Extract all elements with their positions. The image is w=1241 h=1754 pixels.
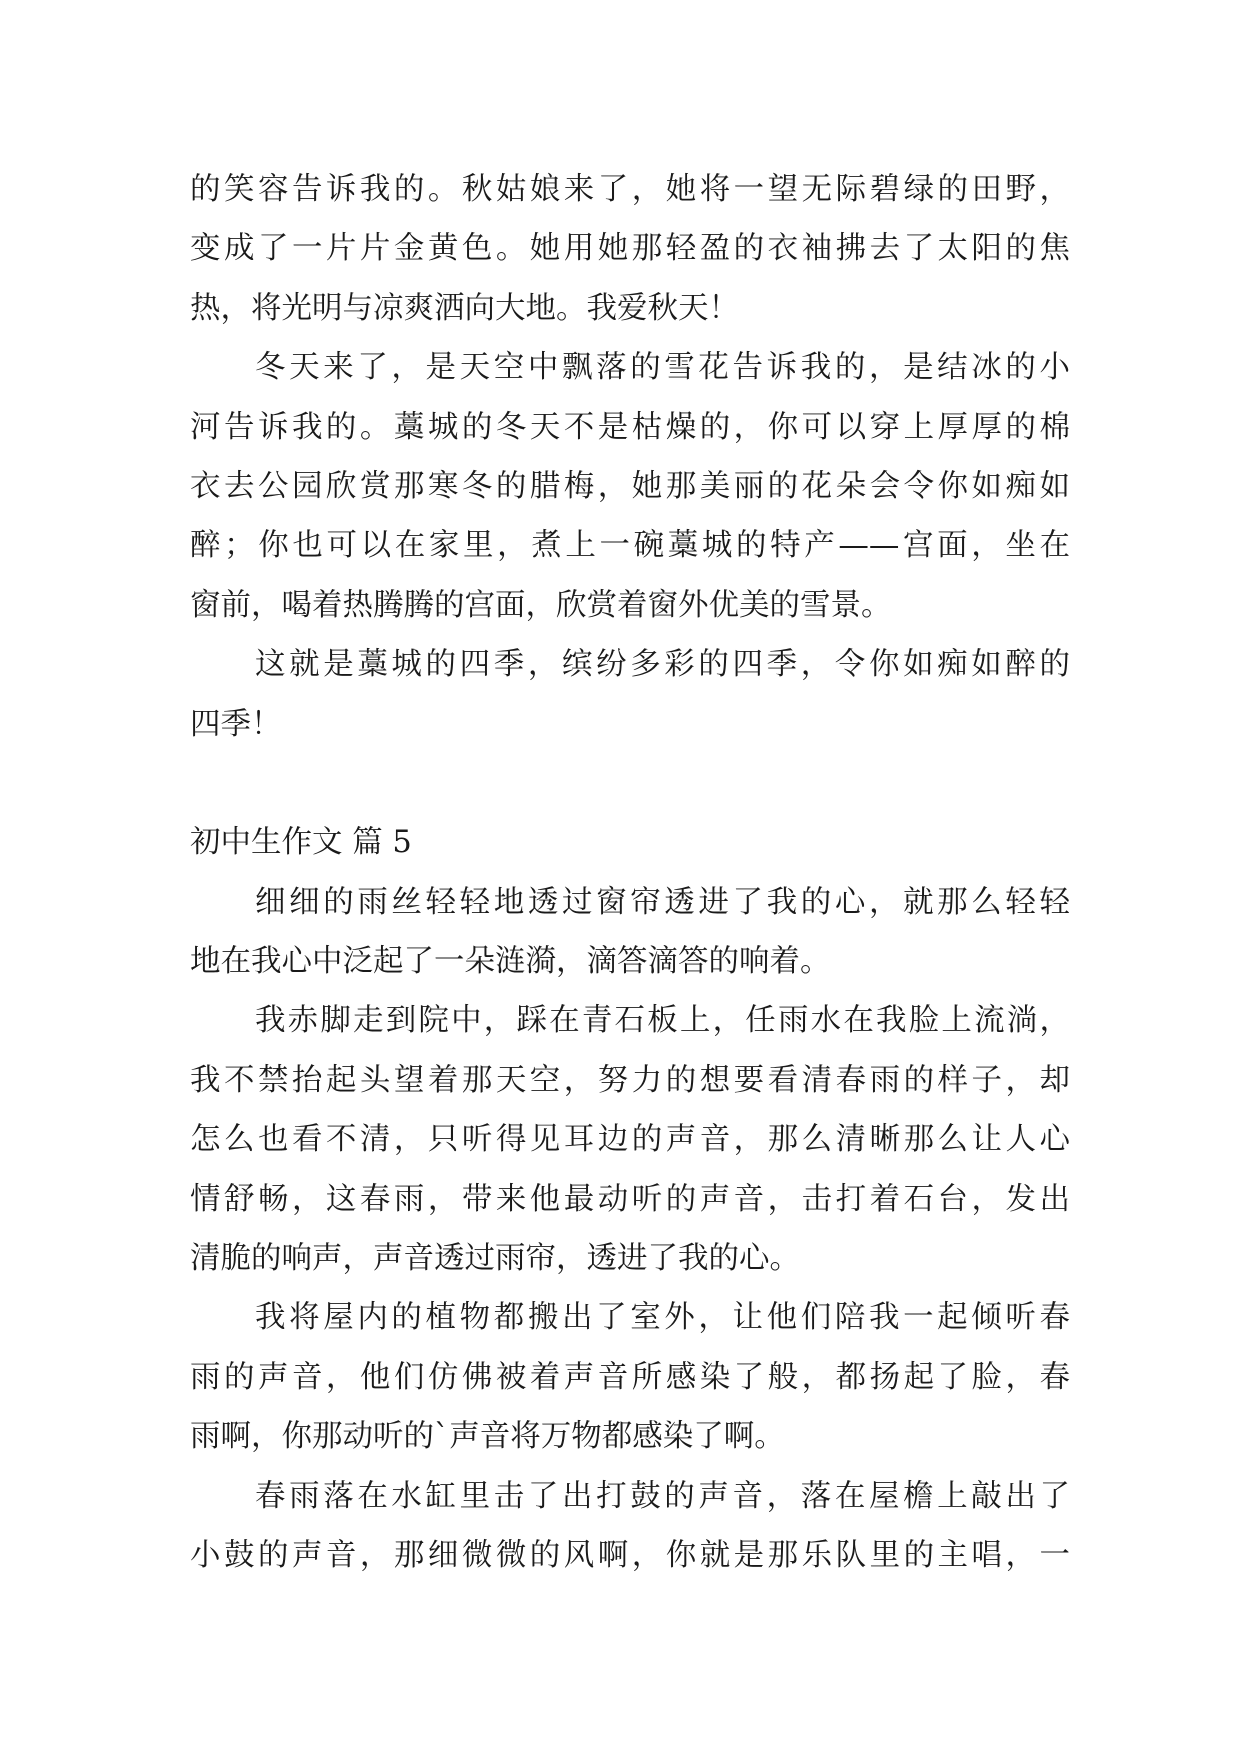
text-line: 地在我心中泛起了一朵涟漪，滴答滴答的响着。 — [190, 944, 831, 980]
paragraph-barefoot-courtyard — [190, 991, 1070, 1288]
text-line: 热，将光明与凉爽洒向大地。我爱秋天！ — [190, 290, 739, 326]
paragraph-plants — [190, 1288, 1070, 1466]
text-line: 河告诉我的。藁城的冬天不是枯燥的，你可以穿上厚厚的棉 — [190, 409, 1070, 445]
text-line: 情舒畅，这春雨，带来他最动听的声音，击打着石台，发出 — [190, 1181, 1070, 1217]
text-line: 小鼓的声音，那细微微的风啊，你就是那乐队里的主唱，一 — [190, 1537, 1070, 1573]
essay-text — [190, 160, 1070, 1585]
text-line: 雨的声音，他们仿佛被着声音所感染了般，都扬起了脸，春 — [190, 1359, 1070, 1395]
text-line: 的笑容告诉我的。秋姑娘来了，她将一望无际碧绿的田野， — [190, 172, 1070, 207]
text-line: 雨啊，你那动听的`声音将万物都感染了啊。 — [190, 1419, 785, 1455]
text-line: 我赤脚走到院中，踩在青石板上，任雨水在我脸上流淌， — [255, 1003, 1070, 1039]
paragraph-four-seasons — [190, 635, 1070, 754]
text-line: 我不禁抬起头望着那天空，努力的想要看清春雨的样子，却 — [190, 1062, 1070, 1098]
paragraph-rain-drums — [190, 1467, 1070, 1586]
paragraph-rain-threads — [190, 873, 1070, 992]
paragraph-winter — [190, 338, 1070, 635]
text-line: 醉；你也可以在家里，煮上一碗藁城的特产——宫面，坐在 — [190, 528, 1070, 564]
section-heading: 初中生作文 篇 5 — [190, 825, 412, 861]
text-line: 怎么也看不清，只听得见耳边的声音，那么清晰那么让人心 — [190, 1122, 1070, 1158]
text-line: 细细的雨丝轻轻地透过窗帘透进了我的心，就那么轻轻 — [255, 884, 1070, 920]
text-line: 四季！ — [190, 706, 282, 742]
text-line: 窗前，喝着热腾腾的宫面，欣赏着窗外优美的雪景。 — [190, 587, 892, 623]
text-line: 春雨落在水缸里击了出打鼓的声音，落在屋檐上敲出了 — [255, 1478, 1070, 1514]
text-line: 变成了一片片金黄色。她用她那轻盈的衣袖拂去了太阳的焦 — [190, 231, 1070, 267]
text-line: 我将屋内的植物都搬出了室外，让他们陪我一起倾听春 — [255, 1300, 1070, 1336]
section-spacer — [190, 754, 1070, 813]
paragraph-autumn-ending — [190, 160, 1070, 338]
text-line: 衣去公园欣赏那寒冬的腊梅，她那美丽的花朵会令你如痴如 — [190, 468, 1070, 504]
text-line: 清脆的响声，声音透过雨帘，透进了我的心。 — [190, 1241, 800, 1277]
text-line: 冬天来了，是天空中飘落的雪花告诉我的，是结冰的小 — [255, 350, 1070, 386]
text-line: 这就是藁城的四季，缤纷多彩的四季，令你如痴如醉的 — [255, 647, 1070, 683]
